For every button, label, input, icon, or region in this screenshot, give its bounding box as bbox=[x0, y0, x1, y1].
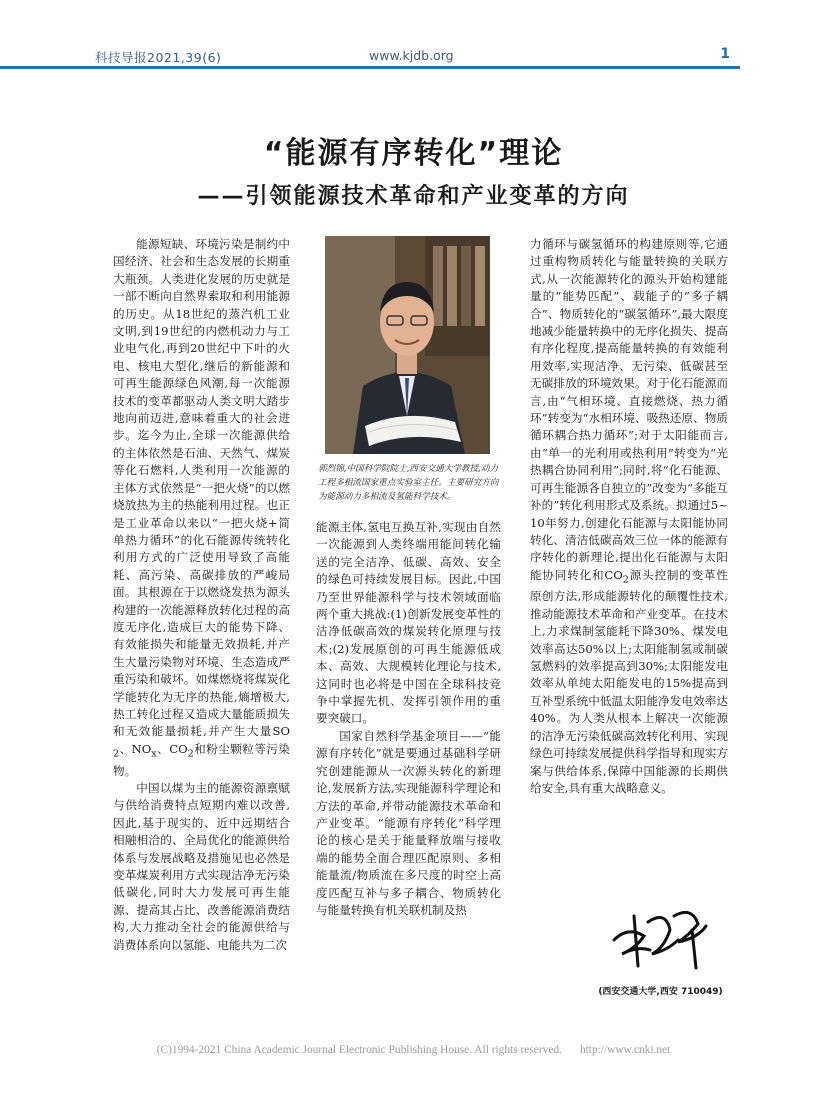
article-title: “能源有序转化”理论 bbox=[263, 136, 564, 171]
page-number: 1 bbox=[720, 46, 730, 62]
paragraph: 能源主体,氢电互换互补,实现由自然一次能源到人类终端用能间转化输送的完全洁净、低碳、高效、安全的绿色可持续发展目标。因此,中国乃至世界能源科学与技术领域面临两个重大挑战:(1)创新发展变革性的洁净低碳高效的煤炭转化原理与技术;(2)发展原创的可再生能源低成本、高效、大规模转化理论与技术,这同时也必将是中国在全球科技竞争中掌握先机、发挥引领作用的重要突破口。 bbox=[316, 520, 501, 726]
text-column-1 bbox=[113, 236, 290, 1006]
text-column-2 bbox=[316, 519, 501, 1003]
author-affiliation: (西安交通大学,西安 710049) bbox=[598, 987, 723, 997]
header-rule bbox=[0, 66, 740, 69]
paragraph: 能源短缺、环境污染是制约中国经济、社会和生态发展的长期重大瓶颈。人类进化发展的历史就是一部不断向自然界索取和利用能源的历史。从18世纪的蒸汽机工业文明,到19世纪的内燃机动力与工业电气化,再到20世纪中下叶的火电、核电大型化,继后的新能源和可再生能源绿色风潮,每一次能源技术的变革都驱动人类文明大踏步地向前迈进,意味着重大的社会进步。迄今为止,全球一次能源供给的主体依然是石油、天然气、煤炭等化石燃料,人类利用一次能源的主体方式依然是“一把火烧”的以燃烧放热为主的热能利用过程。也正是工业革命以来以“一把火烧+简单热力循环”的化石能源传统转化利用方式的广泛使用导致了高能耗、高污染、高碳排放的严峻局面。其根源在于以燃烧发热为源头构建的一次能源释放转化过程的高度无序化,造成巨大的能势下降、有效能损失和能量无效损耗,并产生大量污染物对环境、生态造成严重污染和破坏。如煤燃烧将煤炭化学能转化为无序的热能,熵增极大,热工转化过程又造成大量能质损失和无效能量损耗,并产生大量$SO_2$、$NO_x$、$CO_2$和粉尘颗粒等污染物。 bbox=[113, 237, 290, 778]
author-photo bbox=[325, 236, 490, 454]
author-signature bbox=[608, 896, 712, 972]
photo-caption: 郭烈锦,中国科学院院士,西安交通大学教授,动力工程多相流国家重点实验室主任。主要研究方向为能源动力多相流及氢能科学技术。 bbox=[318, 464, 499, 502]
paragraph: 力循环与碳氢循环的构建原则等,它通过重构物质转化与能量转换的关联方式,从一次能源转化的源头开始构建能量的“能势匹配”、载能子的“多子耦合”、物质转化的“碳氢循环”,最大限度地减少能量转换中的无序化损失、提高有序化程度,提高能量转换的有效能利用效率,实现洁净、无污染、低碳甚至无碳排放的环境效果。对于化石能源而言,由“气相环境、直接燃烧、热力循环”转变为“水相环境、吸热还原、物质循环耦合热力循环”;对于太阳能而言,由“单一的光利用或热利用”转变为“光热耦合协同利用”;同时,将“化石能源、可再生能源各自独立的”改变为“多能互补的”转化利用形式及系统。拟通过5~10年努力,创建化石能源与太阳能协同转化、清洁低碳高效三位一体的能源有序转化的新理论,提出化石能源与太阳能协同转化和$CO_2$源头控制的变革性原创方法,形成能源转化的颠覆性技术,推动能源技术革命和产业变革。在技术上,力求煤制氢能耗下降30%、煤发电效率高达50%以上;太阳能制氢或制碳氢燃料的效率提高到30%;太阳能发电效率从单纯太阳能发电的15%提高到互补型系统中低温太阳能净发电效率达40%。为人类从根本上解决一次能源的洁净无污染低碳高效转化利用、实现绿色可持续发展提供科学指导和现实方案与供给体系,保障中国能源的长期供给安全,具有重大战略意义。 bbox=[530, 237, 728, 795]
text-column-3 bbox=[530, 236, 728, 886]
journal-citation: 科技导报2021,39(6) bbox=[95, 50, 222, 65]
article-subtitle: ——引领能源技术革命和产业变革的方向 bbox=[197, 184, 630, 209]
paragraph: 中国以煤为主的能源资源禀赋与供给消费特点短期内难以改善,因此,基于现实的、近中远期结合相融相洽的、全局优化的能源供给体系与发展战略及措施见也必然是变革煤炭利用方式实现洁净无污染低碳化,同时大力发展可再生能源、提高其占比、改善能源消费结构,大力推动全社会的能源供给与消费体系向以氢能、电能共为二次 bbox=[113, 780, 290, 952]
copyright-notice: (C)1994-2021 China Academic Journal Electronic Publishing House. All rights reserved. bbox=[156, 1044, 562, 1056]
copyright-watermark bbox=[0, 1044, 827, 1056]
paragraph: 国家自然科学基金项目——“能源有序转化”就是要通过基础科学研究创建能源从一次源头转化的新理论,发展新方法,实现能源科学理论和方法的革命,并带动能源技术革命和产业变革。“能源有序转化”科学理论的核心是关于能量释放端与接收端的能势全面合理匹配原则、多相能量流/物质流在多尺度的时空上高度匹配互补与多子耦合、物质转化与能量转换有机关联机制及热 bbox=[316, 728, 501, 917]
journal-website[interactable]: www.kjdb.org bbox=[369, 48, 454, 63]
running-header bbox=[95, 48, 740, 66]
author-portrait-image bbox=[325, 236, 490, 454]
cnki-link[interactable]: http://www.cnki.net bbox=[579, 1044, 671, 1056]
